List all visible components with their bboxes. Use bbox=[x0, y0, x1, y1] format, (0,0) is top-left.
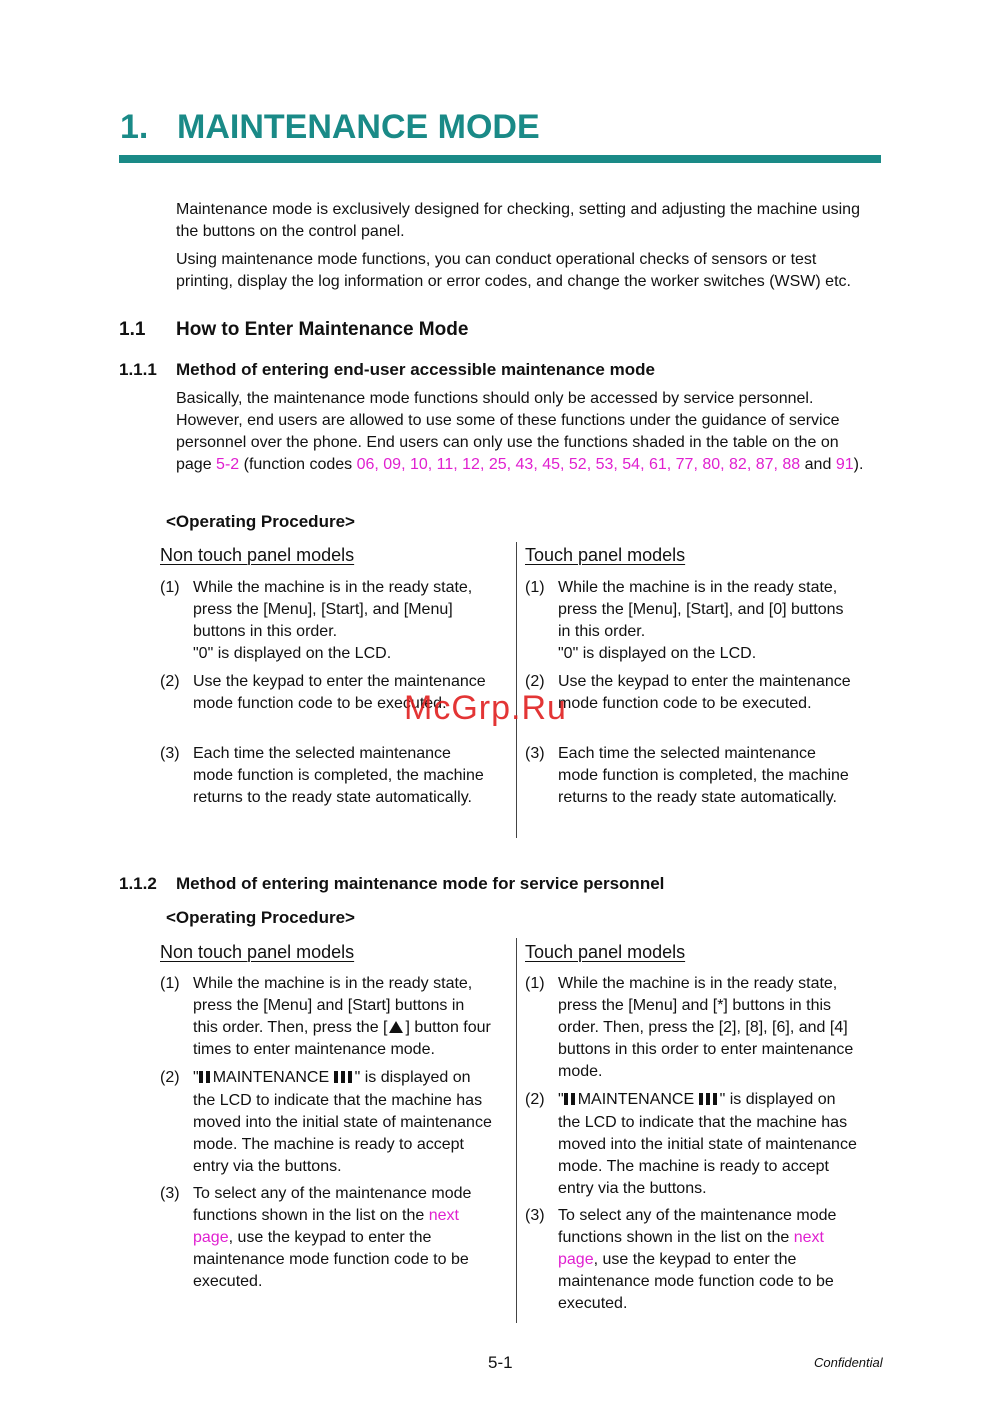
lcd-bars-icon bbox=[199, 1068, 213, 1090]
section-heading-1-1 bbox=[119, 319, 468, 341]
up-arrow-icon bbox=[389, 1021, 403, 1033]
section-1-1-1-body bbox=[176, 388, 876, 476]
column-heading-touch: Touch panel models bbox=[525, 545, 686, 565]
function-codes-links[interactable]: 06, 09, 10, 11, 12, 25, 43, 45, 52, 53, 54, 61, 77, 80, 82, 87, 88 bbox=[356, 456, 801, 473]
step-number: (2) bbox=[160, 673, 180, 690]
intro-paragraph-1: Maintenance mode is exclusively designed for checking, setting and adjusting the machine using the buttons on the control panel. bbox=[176, 201, 860, 240]
step-text: Use the keypad to enter the maintenance mode function code to be executed. bbox=[193, 673, 486, 712]
section-title: Method of entering maintenance mode for service personnel bbox=[176, 874, 665, 893]
step-text bbox=[558, 1205, 858, 1315]
section-heading-1-1-1 bbox=[119, 360, 655, 380]
lcd-bars-icon bbox=[334, 1068, 355, 1090]
step-text-part: While the machine is in the ready state, press the [Menu] and [Start] buttons in this order. Then, press the [ bbox=[193, 975, 473, 1036]
column-heading-non-touch: Non touch panel models bbox=[160, 545, 355, 565]
and-text: and bbox=[804, 456, 832, 473]
body-text: Basically, the maintenance mode functions should only be accessed by service personnel. However, end users are allowed to use some of these functions under the guidance of service personnel over the phone. End users can only use the functions shaded in the table on the on page bbox=[176, 390, 840, 473]
step-text bbox=[193, 973, 493, 1061]
step-text: Each time the selected maintenance mode function is completed, the machine returns to the ready state automatically. bbox=[558, 745, 849, 806]
column-divider bbox=[516, 938, 517, 1323]
section-title: How to Enter Maintenance Mode bbox=[176, 319, 469, 340]
step-number: (3) bbox=[160, 1185, 180, 1202]
step-text-part: " bbox=[558, 1091, 564, 1108]
step-number: (3) bbox=[160, 745, 180, 762]
section-number: 1.1 bbox=[119, 319, 146, 340]
lcd-bars-icon bbox=[699, 1090, 720, 1112]
function-code-91-link[interactable]: 91 bbox=[835, 456, 854, 473]
column-heading-non-touch: Non touch panel models bbox=[160, 942, 355, 962]
step-text bbox=[193, 1067, 493, 1178]
section-heading-1-1-2 bbox=[119, 874, 664, 894]
step-number: (3) bbox=[525, 1207, 545, 1224]
section-number: 1.1.1 bbox=[119, 360, 157, 379]
step-text-note: "0" is displayed on the LCD. bbox=[193, 645, 392, 662]
chapter-title bbox=[120, 108, 540, 147]
step-text: Use the keypad to enter the maintenance mode function code to be executed. bbox=[558, 673, 851, 712]
step-number: (1) bbox=[160, 975, 180, 992]
step-text-main: While the machine is in the ready state, press the [Menu], [Start], and [Menu] buttons in this order. bbox=[193, 579, 473, 640]
step-text-part: ] button four times to enter maintenance mode. bbox=[193, 1019, 491, 1058]
step-text-note: "0" is displayed on the LCD. bbox=[558, 645, 757, 662]
lcd-bars-icon bbox=[564, 1090, 578, 1112]
step-text bbox=[193, 577, 493, 665]
lcd-message: MAINTENANCE bbox=[212, 1069, 330, 1086]
codes-prefix: (function codes bbox=[243, 456, 353, 473]
lcd-message: MAINTENANCE bbox=[577, 1091, 695, 1108]
section-number: 1.1.2 bbox=[119, 874, 157, 893]
operating-procedure-heading: <Operating Procedure> bbox=[166, 512, 355, 531]
step-number: (1) bbox=[525, 579, 545, 596]
column-heading-touch: Touch panel models bbox=[525, 942, 686, 962]
step-text bbox=[558, 577, 858, 665]
step-number: (3) bbox=[525, 745, 545, 762]
intro-paragraph-2: Using maintenance mode functions, you can conduct operational checks of sensors or test printing, display the log information or error codes, and change the worker switches (WSW) etc. bbox=[176, 251, 851, 290]
step-text: While the machine is in the ready state, press the [Menu] and [*] buttons in this order. Then, press the [2], [8], [6], and [4] buttons in this order to enter maintenance mode. bbox=[558, 975, 854, 1080]
step-text bbox=[193, 1183, 493, 1293]
step-text-part: To select any of the maintenance mode functions shown in the list on the bbox=[193, 1185, 472, 1224]
title-rule bbox=[119, 155, 881, 163]
next-page-link[interactable]: next page bbox=[558, 1229, 824, 1268]
chapter-number: 1. bbox=[120, 108, 149, 146]
page-link[interactable]: 5-2 bbox=[216, 456, 240, 473]
watermark: McGrp.Ru bbox=[404, 689, 567, 727]
next-page-link[interactable]: next page bbox=[193, 1207, 459, 1246]
step-number: (1) bbox=[525, 975, 545, 992]
step-text-part: " is displayed on the LCD to indicate that the machine has moved into the initial state of maintenance mode. The machine is ready to accept entry via the buttons. bbox=[193, 1069, 492, 1175]
step-text: Each time the selected maintenance mode function is completed, the machine returns to the ready state automatically. bbox=[193, 745, 484, 806]
step-number: (1) bbox=[160, 579, 180, 596]
step-number: (2) bbox=[525, 673, 545, 690]
step-number: (2) bbox=[160, 1069, 180, 1086]
step-text-part: , use the keypad to enter the maintenance mode function code to be executed. bbox=[558, 1251, 834, 1312]
step-text-part: " is displayed on the LCD to indicate that the machine has moved into the initial state of maintenance mode. The machine is ready to accept entry via the buttons. bbox=[558, 1091, 857, 1197]
page-number: 5-1 bbox=[488, 1353, 513, 1372]
operating-procedure-heading: <Operating Procedure> bbox=[166, 908, 355, 927]
step-number: (2) bbox=[525, 1091, 545, 1108]
step-text-main: While the machine is in the ready state, press the [Menu], [Start], and [0] buttons in this order. bbox=[558, 579, 844, 640]
closing-text: ). bbox=[853, 456, 864, 473]
chapter-title-text: MAINTENANCE MODE bbox=[177, 108, 540, 146]
step-text-part: To select any of the maintenance mode functions shown in the list on the bbox=[558, 1207, 837, 1246]
step-text bbox=[558, 1089, 858, 1200]
step-text-part: , use the keypad to enter the maintenance mode function code to be executed. bbox=[193, 1229, 469, 1290]
step-text-part: " bbox=[193, 1069, 199, 1086]
section-title: Method of entering end-user accessible maintenance mode bbox=[176, 360, 655, 379]
confidential-label: Confidential bbox=[814, 1355, 883, 1370]
